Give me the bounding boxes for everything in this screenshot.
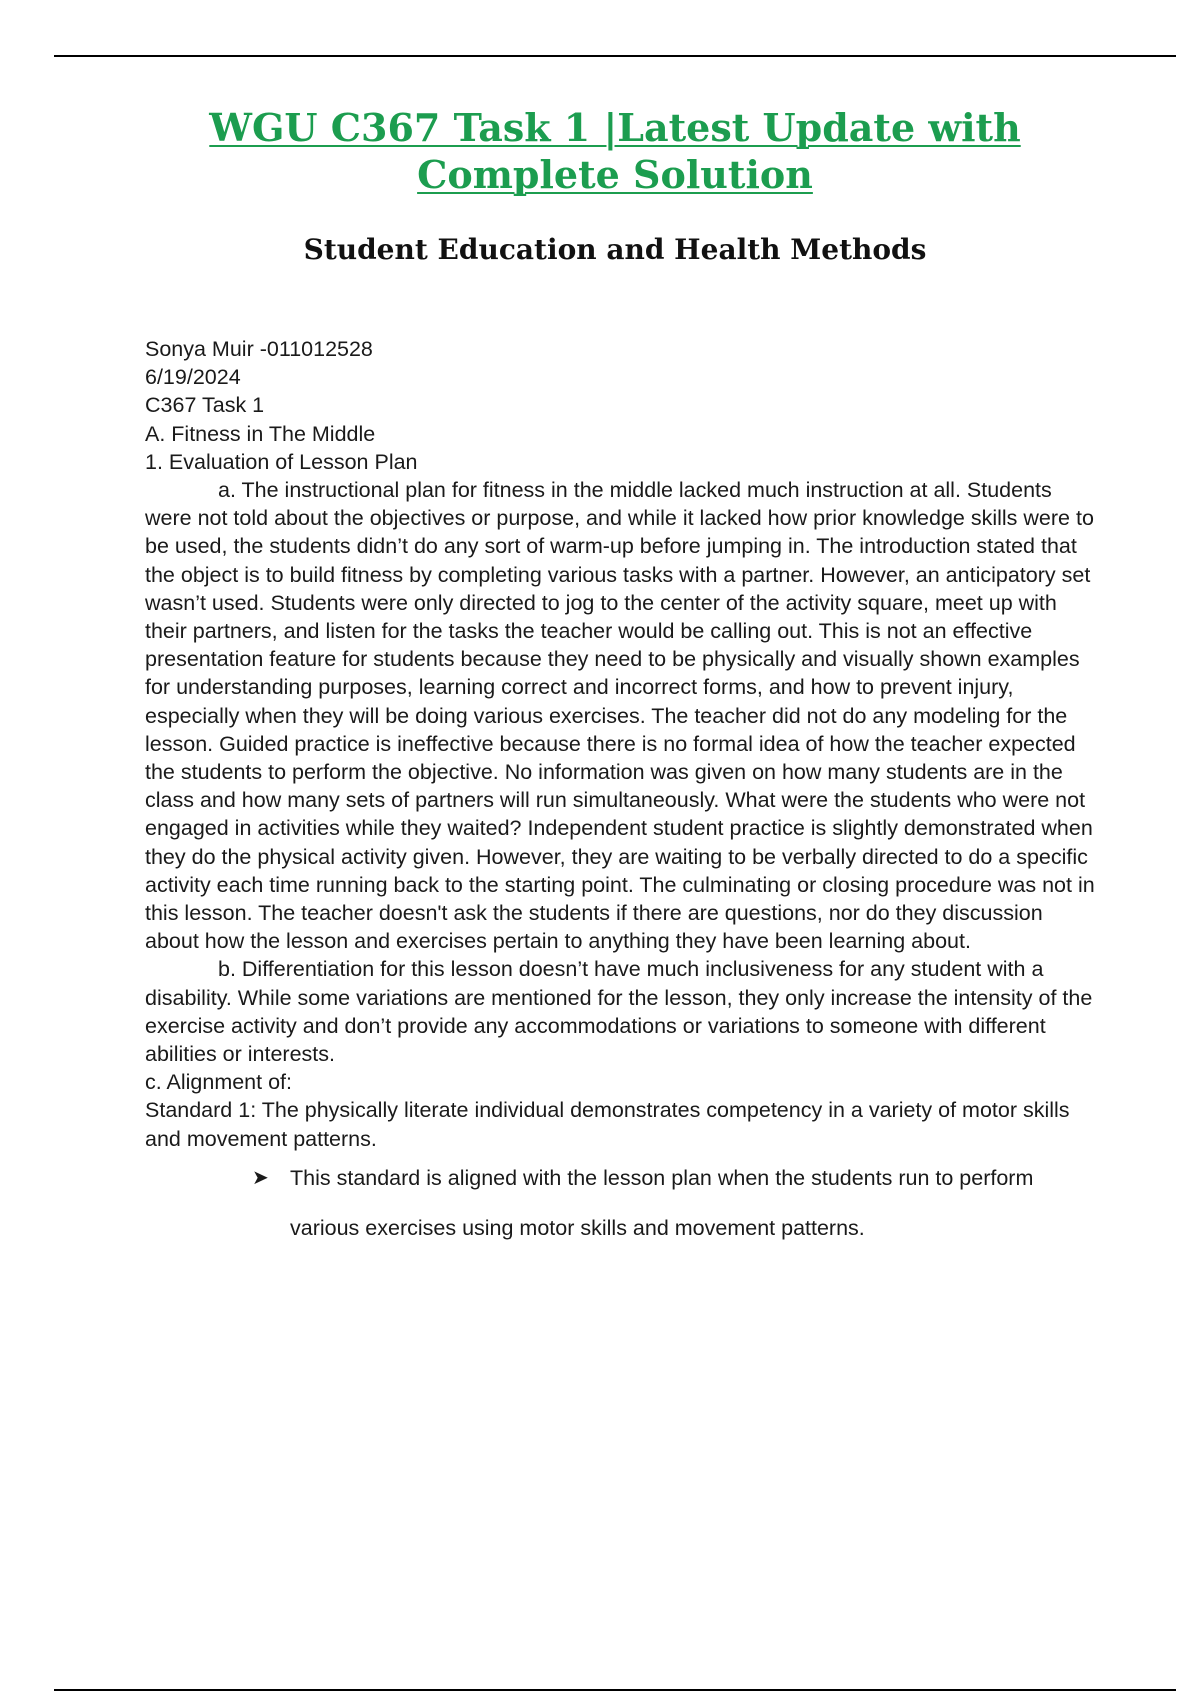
paragraph-b-text: b. Differentiation for this lesson doesn’t have much inclusiveness for any student with a disability. While some variations are mentioned for the lesson, they only increase the intensity of the exercise activity and don’t provide any accommodations or variations to someone with different abilities or interests. <box>145 957 1093 1067</box>
meta-block <box>145 335 1095 420</box>
paragraph-a <box>145 476 1095 955</box>
alignment-heading: c. Alignment of: <box>145 1070 292 1095</box>
document-subtitle: Student Education and Health Methods <box>303 233 927 266</box>
bottom-rule <box>54 1689 1176 1691</box>
paragraph-b <box>145 955 1095 1068</box>
bullet-text: This standard is aligned with the lesson plan when the students run to perform various exercises using motor skills and movement patterns. <box>290 1165 1034 1240</box>
author-line: Sonya Muir -011012528 <box>145 337 373 361</box>
section-a-heading: A. Fitness in The Middle <box>145 421 376 446</box>
document-title: WGU C367 Task 1 |Latest Update with Complete Solution <box>209 105 1021 197</box>
document-body <box>145 335 1095 1253</box>
date-line: 6/19/2024 <box>145 365 241 390</box>
course-line: C367 Task 1 <box>145 393 265 418</box>
bullet-item <box>252 1153 1090 1253</box>
standard-1: Standard 1: The physically literate individual demonstrates competency in a variety of motor skills and movement patterns. <box>145 1098 1070 1151</box>
top-rule <box>54 55 1176 57</box>
arrowhead-bullet-icon: ➤ <box>252 1166 269 1189</box>
paragraph-a-text: a. The instructional plan for fitness in the middle lacked much instruction at all. Students were not told about the objectives or purpose, and while it lacked how prior knowledge skills were to be used, the students didn’t do any sort of warm-up before jumping in. The introduction stated that the object is to build fitness by completing various tasks with a partner. However, an anticipatory set wasn’t used. Students were only directed to jog to the center of the activity square, meet up with their partners, and listen for the tasks the teacher would be calling out. This is not an effective presentation feature for students because they need to be physically and visually shown examples for understanding purposes, learning correct and incorrect forms, and how to prevent injury, especially when they will be doing various exercises. The teacher did not do any modeling for the lesson. Guided practice is ineffective because there is no formal idea of how the teacher expected the students to perform the objective. No information was given on how many students are in the class and how many sets of partners will run simultaneously. What were the students who were not engaged in activities while they waited? Independent student practice is slightly demonstrated when they do the physical activity given. However, they are waiting to be verbally directed to do a specific activity each time running back to the starting point. The culminating or closing procedure was not in this lesson. The teacher doesn't ask the students if there are questions, nor do they discussion about how the lesson and exercises pertain to anything they have been learning about. <box>145 478 1095 954</box>
section-1-heading: 1. Evaluation of Lesson Plan <box>145 449 418 474</box>
